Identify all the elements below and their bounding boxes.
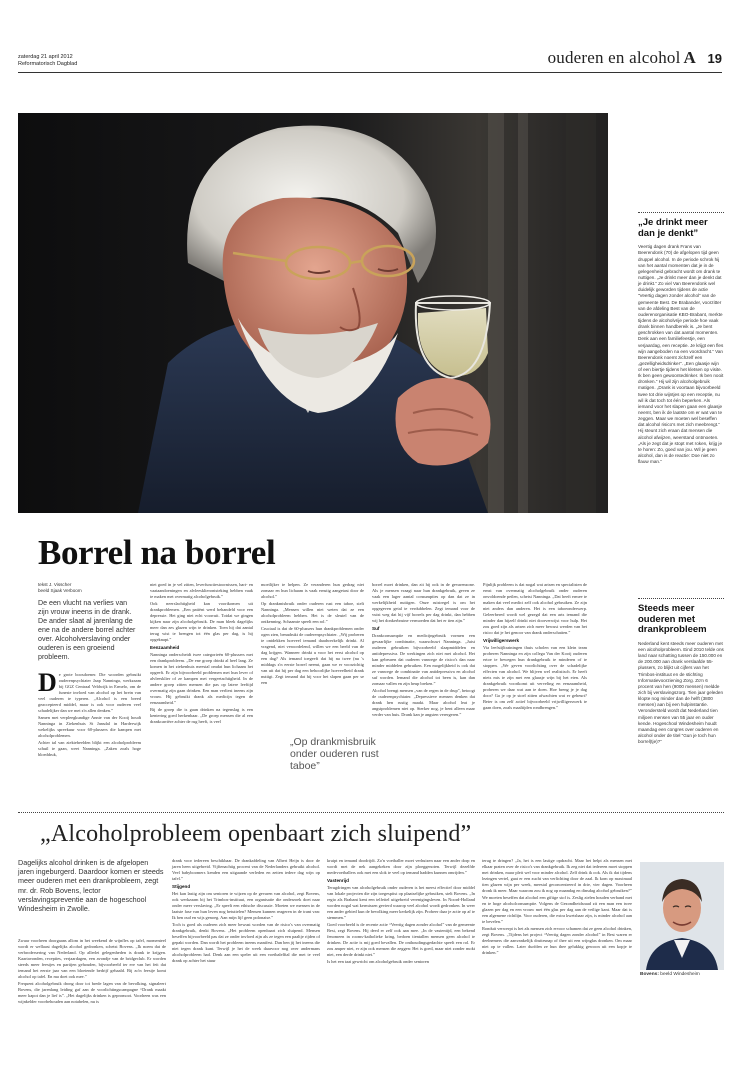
second-article-column-3 — [327, 858, 475, 966]
article-column-5 — [483, 582, 587, 712]
header-divider — [18, 72, 722, 73]
paragraph: Ook neerslachtigheid kan voortkomen uit drankproblemen. „Een patiënt werd behandeld voor een depressie. Het ging niet echt voorruit. Totdat we gingen kijken naar zijn alcoholgebruik. De man bleek dagelijks meer dan zes glazen wijn te drinken. Toen hij dat aantal terug wist te brengen tot één glas per dag, is hij opgeknapt.” — [150, 600, 253, 642]
paragraph: Het kan lastig zijn om senioren te wijzen op de gevaren van alcohol, zegt Bovens, ook werkzaam bij het Trimbos-instituut, een organisatie die onderzoek doet naar onder meer verslaving. „Er speelt een ethische discussie. Moeten we mensen in de laatste fase van hun leven nog betuttelen? Mensen kunnen reageren in de trant van: Ik ben oud en wijs genoeg. Aan mijn lijf geen polonaise.” — [172, 890, 320, 920]
article-intro: De een vlucht na verlies van zijn vrouw ineens in de drank. De ander slaat al jarenlang de ene na de andere borrel achter over. Alcoholverslaving onder ouderen is een groeiend probleem. — [38, 599, 136, 662]
paragraph: Op drankmisbruik onder ouderen rust een taboe, stelt Nanninga. „Mensen willen niet weten dat ze een alcoholprobleem hebben. Het is de sleutel van de ontkenning. Schaamte speelt een rol.” — [261, 600, 364, 624]
paragraph: borrel moet drinken, dan zit hij ook in de gevarenzone. Als je mensen vraagt naar hun drankgebruik, geven ze vaak een lager aantal consumpties op dan dat ze in werkelijkheid nuttigen. Onze ruistregel is om het opgegeven getal te verdubbelen. Zegt iemand voor de vuist weg dat hij vijf borrels per dag drinkt, dan hebben wij het donkerbruine vermoeden dat het er tien zijn.” — [372, 582, 475, 623]
paragraph: terug te dringen? „Ja, het is een lastige opdracht. Maar het helpt als mensen met elkaar praten over de risico's van drankgebruik. Ik zeg niet dat iedereen moet stoppen met drinken, maar pleit wel voor minder alcohol. Zelf drink ik ook. Als ik dat tijdens lezingen vertel, gaat er een zucht van verlichting door de zaal. Ik kom op maximaal tien glazen wijn per week, meestal geconcentreerd in drie, vier dagen. Voorheen dronk ik meer. Maar waarom zou ik nog op maandag en dinsdag alcohol gebruiken?” — [482, 858, 633, 893]
byline-author: tekst J. Visscher — [38, 582, 72, 587]
paragraph: moeilijker te helpen. Ze veranderen hun gedrag niet zomaar en hun lichaam is vaak ernstig aangetast door de alcohol.” — [261, 582, 364, 599]
subheading: Suf — [372, 625, 380, 631]
sidebar-title: Steeds meer ouderen met drankprobleem — [638, 603, 707, 636]
paragraph: kruipt en iemand doodrijdt. Zo'n voetballer moet verhuizen naar een ander dorp en wordt met de nek aangekeken door zijn ploeggenoten. Terwijl dezelfde medevoetballers ook met een slok te veel op iemand hadden kunnen omrijden.” — [327, 858, 475, 875]
man-with-wine-glass-illustration — [18, 113, 608, 513]
sidebar-divider — [638, 598, 724, 599]
subheading: Eenzaamheid — [150, 644, 180, 650]
dropcap: D — [38, 668, 57, 697]
edition-date-block — [18, 54, 77, 69]
sidebar-facts-box — [638, 604, 724, 745]
caption-credit: beeld Windesheim — [660, 972, 700, 977]
sidebar-divider — [638, 212, 724, 213]
section-divider — [18, 812, 724, 813]
subheading: Vrijwilligerswerk — [483, 637, 520, 643]
section-name: ouderen en alcohol — [547, 48, 681, 67]
second-article-column-4 — [482, 858, 632, 957]
paragraph: Drankconsumptie en medicijngebruik vormen een gevaarlijke combinatie, waarschuwt Nanninga. „Juist ouderen gebruiken bijvoorbeeld slaapmiddelen en antidepressiva. De werkingen zich niet met alcohol. Het kan gebeuren dat ouderen vanwege de risico's dan naar minder middelen gebruiken. Een mogelijkheid is ook dat ze vanwege de combinatie van antidepressiva en alcohol suf worden. Iemand die alcohol tot been is, kan dan zomaar vallen en zijn heup breken.” — [372, 632, 475, 686]
second-article-column-2 — [172, 858, 320, 965]
article-column-1 — [38, 668, 141, 759]
bovens-portrait-photo — [640, 862, 724, 970]
paragraph: Achter tal van ziektebeelden blijkt een alcoholprobleem schuil te gaan, weet Nanninga. „Zaken zoals hoge bloeddruk, — [38, 739, 141, 757]
section-title — [548, 49, 696, 66]
paragraph: Terugdringen van alcoholgebruik onder ouderen is het meest effectief door middel van lokale projecten die zijn toegespitst op plaatselijke gebruiken, stelt Bovens. „In regio als Brabant kent een telfeitel uitgebreid verenigingsleven. In Noord-Holland worden nogal wat kermissen gevierd waarop veel alcohol wordt gedronken. In weer een ander gebied kun de bevolking meer kerkelijk zijn. Probeer daar je actie op af te stemmen.” — [327, 884, 475, 920]
paragraph: drank voor iedereen beschikbaar. De drankafdeling van Albert Heijn is door de jaren heen uitgebreid. Vijftenachtig procent van de Nederlanders gebruikt alcohol. Veel babyboomers kenden een uitgaande verleden en zetten iedere dag wijn op tafel.” — [172, 858, 320, 881]
article-byline — [38, 582, 82, 595]
subheading: Vastenrijd — [327, 877, 349, 883]
page-number: 19 — [707, 51, 722, 66]
newspaper-name: Reformatorisch Dagblad — [18, 61, 78, 68]
paragraph: Zwaar voorheen doorgaans allom in het weekend de wijnfles op tafel, momenteel wordt er wellaast dagelijks alcohol gedronken, schetst Bovens. „Ik noem dat de verbrodersering van Nederland. Op allerlei gelegenheden is drank te krijgen. Kaartavonden, recepties, verjaardagen, een avondje van de bridgeclub. Er worden steeds meer feestjes en partijen gehouden, bijvoorbeeld ter ere van het feit dat iemand het eerste jaar van een bloeiende bedrijf gehaald. Bij zo'n feestje komt alcohol op tafel. En ma doet ook mee.” — [18, 938, 166, 979]
second-article-column-1 — [18, 938, 166, 1006]
sidebar-quote-box — [638, 218, 724, 465]
paragraph: Pijnlijk probleem is dat nogal wat artsen en specialisten de ernst van overmatig alcoholgebruik onder ouderen onvoldoende peilen, schetst Nanninga. „Dat heeft ermee te maken dat veel medici zelf ook alcohol gebruiken. Ze zijn niet anders dan anderen. Het is een taboeonderwerp. Geleerbered wordt wel gezegd dat een arts iemand die minder dan hijzelf drinkt niet doorverwijst voor hulp. Het zou goed zijn als artsen zich meer bewust werden van het risico dat je het genoor van drank onderschatten.” — [483, 582, 587, 635]
byline-photographer: beeld Sjaak Verboom — [38, 588, 82, 594]
second-article-headline: „Alcoholprobleem openbaart zich sluipend” — [40, 821, 472, 847]
sidebar-body: Veertig dagen drank Frans van Beerendonk (70) de afgelopen tijd geen druppel alcohol. In de periode schrok hij van het aantal momenten dat je in de gelegenheid gebracht wordt om drank te nuttigen. „Je drinkt meer dan je denkt dat je drinkt.” Zo viel Van Beerendonk wel duidelijk geworden tijdens de actie “Veertig dagen zonder alcohol” van de gemeente Best. De Brabander, voorzitter van de afdeling Best van de ouderenorganisatie KBO-Brabant, merkte tijdens de alcoholvrije periode hoe vaak drank binnen handbereik is. „Je bent geschrokken van dat aantal momenten. Denk aan een familiefeestje, een verjaardag, een receptie. Je krijgt een fles wijn aangeboden na een voordracht.” Van Beerendonk noemt zichzelf een „gezelligheidsdrinker”. „Een glaasje wijn of een biertje tijdens het kletsen op visite. Ik ben geen gewoontedrinker. Ik ben nooit dronken.” Hij wil zijn alcoholgebruik matigen. „Drank is voortaan bijvoorbeeld twee tot drie wijntjes op een receptie, nu wil ik dat toch tot één beperken. Als iemand voor het slapen gaan een glaasje neemt, ben ik de laatste om er wat van te zeggen. Maar we moeten wel beseffen dat alcohol risico's met zich meebrengt.” Hij steunt zich eraan dat mensen die alcohol afwijzen, weerstand ontmoeten. „Als je zegt dat je stopt met roken, krijg je te horen: Zo, goed van jou. Wil je geen alcohol, dan is de reactie: Doe niet zo flauw man.” — [638, 244, 724, 465]
paragraph: Bij de groep die is gaan drinken na tegenslag is een kentering goed herkenbaar. „De groep mensen die al een drankcarrière achter de rug heeft, is veel — [150, 706, 253, 724]
paragraph: e grote boosdoener. Die woorden gebruikt ouderenpsychiater Jaap Nanninga, werkzaam bij GGZ Centraal Veldwijk in Ermelo, om de funeste invloed van alcohol op het brein van veel ouderen te typeren. „Alcohol is een breed geaccepteerd middel, maar is ook voor ouderen veel schadelijker dan we met z'n allen denken.” — [38, 672, 141, 713]
paragraph: Ronduit verwerpt is het als mensen zich ervoor schamen dat ze geen alcohol drinken, zegt Bovens. „Tijdens het project “Veertig dagen zonder alcohol” in Best waren er deelnemers die aanvankelijk druttesnap of thee uit een wijnglas dronken. Om maar niet op te vallen. Later durfden ze hun thee gelukkig gewoon uit een kopje te drinken.” — [482, 925, 632, 955]
paragraph: Goed voorbeeld is de recente actie “Veertig dagen zonder alcohol” van de gemeente Best, zegt Bovens. Hij deed er zelf ook aan mee. „In de vastentijd, een bekend fenomeen in rooms-katholieke kring, bedoen tientallen mensen geen alcohol te drinken. De actie is mij goed bevallen. De onthoudingsgedachte speelt een rol. Er zou amper niet, er zijn ook mensen die zeggen: Het is goed, maar niet zonder mokt niet, een derde drinkt niet.” — [327, 921, 475, 957]
man-portrait-illustration — [640, 862, 724, 970]
photo-caption — [640, 972, 700, 978]
edition-date: zaterdag 21 april 2012 — [18, 54, 73, 60]
paragraph: niet goed in je vel zitten, leverfunctiestoornissen, hart- en vaataandoeningen en alvleesklierontsteking hebben vaak te maken met overmatig alcoholgebruik.” — [150, 582, 253, 599]
paragraph: We moeten beseffen dat alcohol een giftige stof is. Zeslig zielen houden verband met en te hoge alcoholconsumptie. Volgens de Gezondheidsraad zit een man een twee glazen per dag en een vrouw met één glas per dag aan de veilige kant. Maar dat is een algemene richtlijn. Voor ouderen, die extra kwetsbaar zijn, is minder alcohol aan te bevelen.” — [482, 894, 632, 924]
paragraph: Toch is goed als ouderen zich meer bewust worden van de risico's van overmatig drankgebruik, denkt Bovens. „Het probleem openbaart zich sluipend. Mensen beseffen bijvoorbeeld pas dat ze onder invloed zijn als ze tegen een paaltje rijden of gepakt worden. Dan wordt het probleem ineens manifest. Dan ben jij het ineens die niet tegen drank kunt. Terwijl je het de week daarvoor nog over andermans alcoholprobleem had. Denk aan een speler uit een voetbalelftal die met te veel drank op achter het stuur — [172, 921, 320, 963]
main-photo — [18, 113, 608, 513]
paragraph: Samen met verpleegkundige Annie van der Kooij houdt Nanninga in Ziekenhuis St Jansdal in Harderwijk wekelijks spreekuur voor 60-plussers die kampen met alcoholproblemen. — [38, 714, 141, 738]
sidebar-title: „Je drinkt meer dan je denkt” — [638, 217, 708, 239]
paragraph: Nanninga onderscheidt twee categorieën 60-plussers met een drankprobleem. „De ene groep drinkt al heel lang. Ze komen in het ziekenhuis meestal omdat hun lichaam het opgeeft. Er zijn bijvoorbeeld problemen met hun lever of alvleesklier of ze kampen met vergeetachtigheid. In de andere groep zitten mensen die pas op latere leeftijd overmatig zijn gaan drinken. Een man verliest ineens zijn vrouw. Hij gebruikt drank als medicijn tegen de eenzaamheid.” — [150, 651, 253, 705]
second-article-intro: Dagelijks alcohol drinken is de afgelopen jaren ingeburgerd. Daardoor komen er steeds meer ouderen met een drankprobleem, zegt mr. dr. Rob Bovens, lector verslavingspreventie aan de hogeschool Windesheim in Zwolle. — [18, 858, 164, 914]
sidebar-body: Nederland kent steeds meer ouderen met een alcoholprobleem. Eind 2010 telde ons land naar schatting tussen de 150.000 en de 200.000 aan drank verslaafde 55-plussers, zo blijkt uit cijfers van het Trimbos-instituut en de stichting Informatievoorziening Zorg. Zo'n 6 procent van hen (9000 mensen) meldde zich bij verslavingszorg. Tien jaar geleden klopte nog minder dan de helft (3800 mensen) aan bij een hulpinstantie. Verondersteld wordt dat Nederland tien miljoen mensen van 55 jaar en ouder kende. Hogeschool Windesheim houdt maandag een congres over ouderen en alcohol onder de titel “Gun je toch hun borrel(tje)?” — [638, 640, 724, 745]
subheading: Stijgend — [172, 883, 191, 889]
caption-name: Bovens: — [640, 972, 659, 977]
article-column-4 — [372, 582, 475, 719]
article-column-2 — [150, 582, 253, 726]
article-column-3 — [261, 582, 364, 687]
paragraph: Alcohol brengt mensen „van de regen in de drup”, betoogt de ouderenpsychiater. „Depressieve mensen denken dat drank hen rustig maakt. Maar alcohol leat je angstproblemen niet op. Sterker nog, je bent alleen maar verder van huis. Drank kan je angsten verergeren.” — [372, 687, 475, 717]
pull-quote: „Op drankmisbruik onder ouderen rust taboe” — [290, 736, 379, 772]
paragraph: Via leefstijltrainingen thuis scholen van een klein team proberen Nanninga en zijn collega Van der Kooij ouderen ertoe te bewegen hun drankgebruik te minderen of te stoppen. „We geven voorlichting over de schadelijke effecten van alcohol. We blijven wel realistisch. Er heeft niets mis te zijn met een glaasje wijn bij het eten. Als drankgebruik voortkomt uit verveling en eenzaamheid, proberen we daar wat aan te doen. Hoe breng je je dag door? Ga je op je stoel zitten afwachten wat er gebeurt? Beter is om zelf actief bijvoorbeeld vrijwilligerswerk te gaan doen, zoals maaltijden rondbrengen.” — [483, 644, 587, 710]
article-headline: Borrel na borrel — [38, 533, 276, 572]
paragraph: Cruciaal is dat de 60-plussers hun drankproblemen onder ogen zien, benadrukt de ouderenpsychiater. „Wij proberen te ontdekken hoeveel iemand daadwerkelijk drinkt. Al vragend, niet veroordelend, willen we een beeld van de dag krijgen. Wanneer drinkt u voor het eerst alcohol op een dag? Als iemand toegeeft dat hij na twee (nu 's middags z'n eerste borrel neemt, gaan we er voorzichtig van uit dat hij per dag een behoorlijke hoeveelheid drank nuttigt. Zegt iemand dat hij voor het slapen gaan per se een — [261, 625, 364, 685]
paragraph: Is het een taai gewricht om alcoholgebruik onder senioren — [327, 958, 429, 964]
section-mark: A — [683, 48, 696, 67]
paragraph: Frequent alcoholgebruik drong door tot brede lagen van de bevolking, signaleert Bovens, die jarenlang leiding gaf aan de voorlichtingscampagne “Drank maakt meer kapot dan je lief is”. „Het dagelijks drinken is gepromoot. Voorheen was een wijnkelder voorbehouden aan notabelen, nu is — [18, 980, 166, 1004]
